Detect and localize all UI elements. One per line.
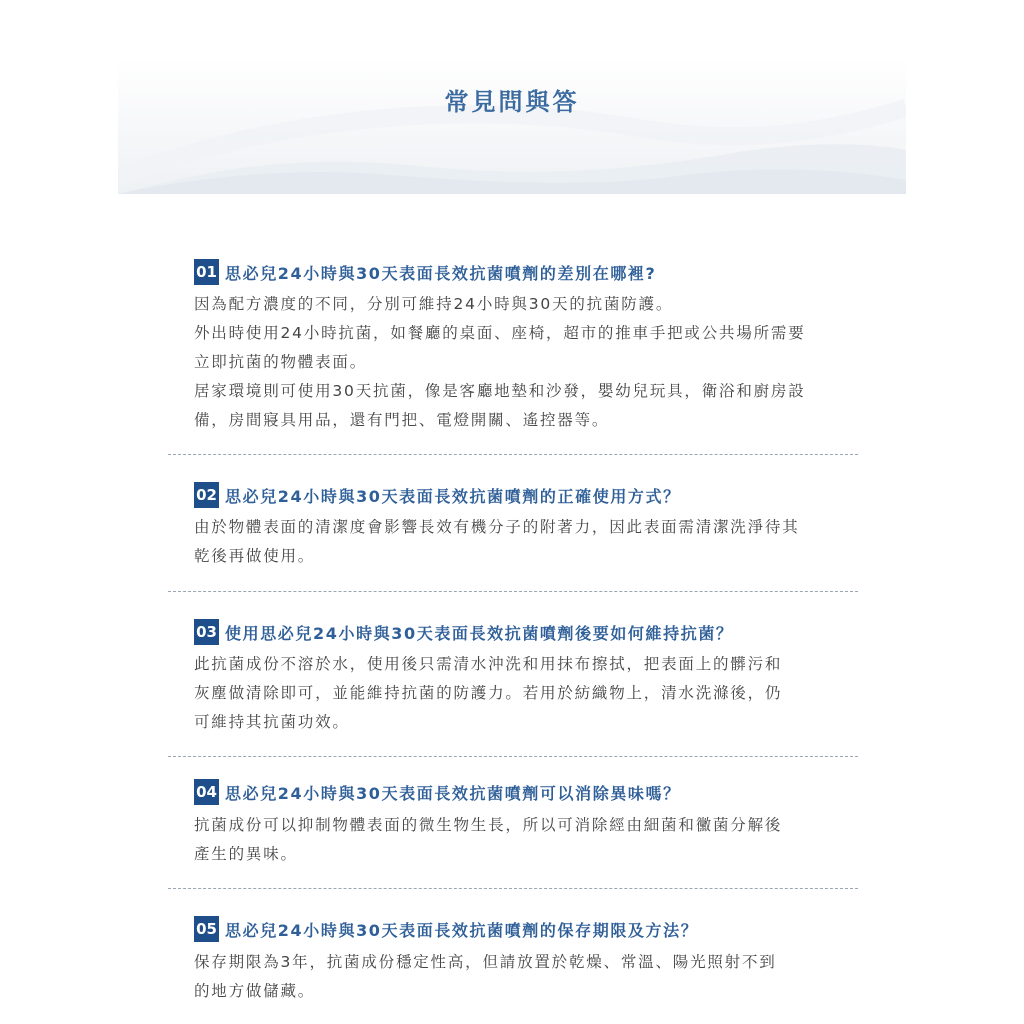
answer-line: 備，房間寢具用品，還有門把、電燈開關、遙控器等。 xyxy=(194,411,610,429)
dashed-divider xyxy=(168,888,858,889)
question-number-badge: 02 xyxy=(194,482,219,508)
faq-answer xyxy=(194,811,844,869)
faq-answer xyxy=(194,948,844,1006)
page-title: 常見問與答 xyxy=(444,88,580,116)
answer-line: 可維持其抗菌功效。 xyxy=(194,713,350,731)
faq-question-row xyxy=(194,259,656,285)
question-text: 思必兒24小時與30天表面長效抗菌噴劑的正確使用方式？ xyxy=(225,486,681,506)
question-text: 思必兒24小時與30天表面長效抗菌噴劑可以消除異味嗎？ xyxy=(225,783,681,803)
dashed-divider xyxy=(168,454,858,455)
question-text: 思必兒24小時與30天表面長效抗菌噴劑的差別在哪裡? xyxy=(225,263,657,283)
answer-line: 此抗菌成份不溶於水，使用後只需清水沖洗和用抹布擦拭，把表面上的髒污和 xyxy=(194,655,783,673)
answer-line: 保存期限為3年，抗菌成份穩定性高，但請放置於乾燥、常溫、陽光照射不到 xyxy=(194,953,777,971)
dashed-divider xyxy=(168,591,858,592)
answer-line: 外出時使用24小時抗菌，如餐廳的桌面、座椅，超市的推車手把或公共場所需要 xyxy=(194,324,806,342)
answer-line: 立即抗菌的物體表面。 xyxy=(194,353,368,371)
header-banner xyxy=(118,58,906,194)
answer-line: 的地方做儲藏。 xyxy=(194,982,316,1000)
question-number-badge: 04 xyxy=(194,779,219,805)
question-text: 使用思必兒24小時與30天表面長效抗菌噴劑後要如何維持抗菌？ xyxy=(225,623,734,643)
faq-question-row xyxy=(194,779,681,805)
answer-line: 抗菌成份可以抑制物體表面的微生物生長，所以可消除經由細菌和黴菌分解後 xyxy=(194,816,783,834)
answer-line: 產生的異味。 xyxy=(194,845,298,863)
question-number-badge: 01 xyxy=(194,259,219,285)
question-number-badge: 05 xyxy=(194,916,219,942)
banner-wave-decoration xyxy=(118,58,906,194)
answer-line: 因為配方濃度的不同，分別可維持24小時與30天的抗菌防護。 xyxy=(194,295,674,313)
faq-answer xyxy=(194,650,844,737)
answer-line: 灰塵做清除即可，並能維持抗菌的防護力。若用於紡織物上，清水洗滌後，仍 xyxy=(194,684,783,702)
faq-question-row xyxy=(194,482,681,508)
question-number-badge: 03 xyxy=(194,619,219,645)
question-text: 思必兒24小時與30天表面長效抗菌噴劑的保存期限及方法？ xyxy=(225,920,699,940)
answer-line: 由於物體表面的清潔度會影響長效有機分子的附著力，因此表面需清潔洗淨待其 xyxy=(194,518,800,536)
faq-answer xyxy=(194,290,844,435)
faq-answer xyxy=(194,513,844,571)
faq-question-row xyxy=(194,916,698,942)
answer-line: 乾後再做使用。 xyxy=(194,547,316,565)
faq-question-row xyxy=(194,619,734,645)
dashed-divider xyxy=(168,756,858,757)
answer-line: 居家環境則可使用30天抗菌，像是客廳地墊和沙發，嬰幼兒玩具，衛浴和廚房設 xyxy=(194,382,806,400)
